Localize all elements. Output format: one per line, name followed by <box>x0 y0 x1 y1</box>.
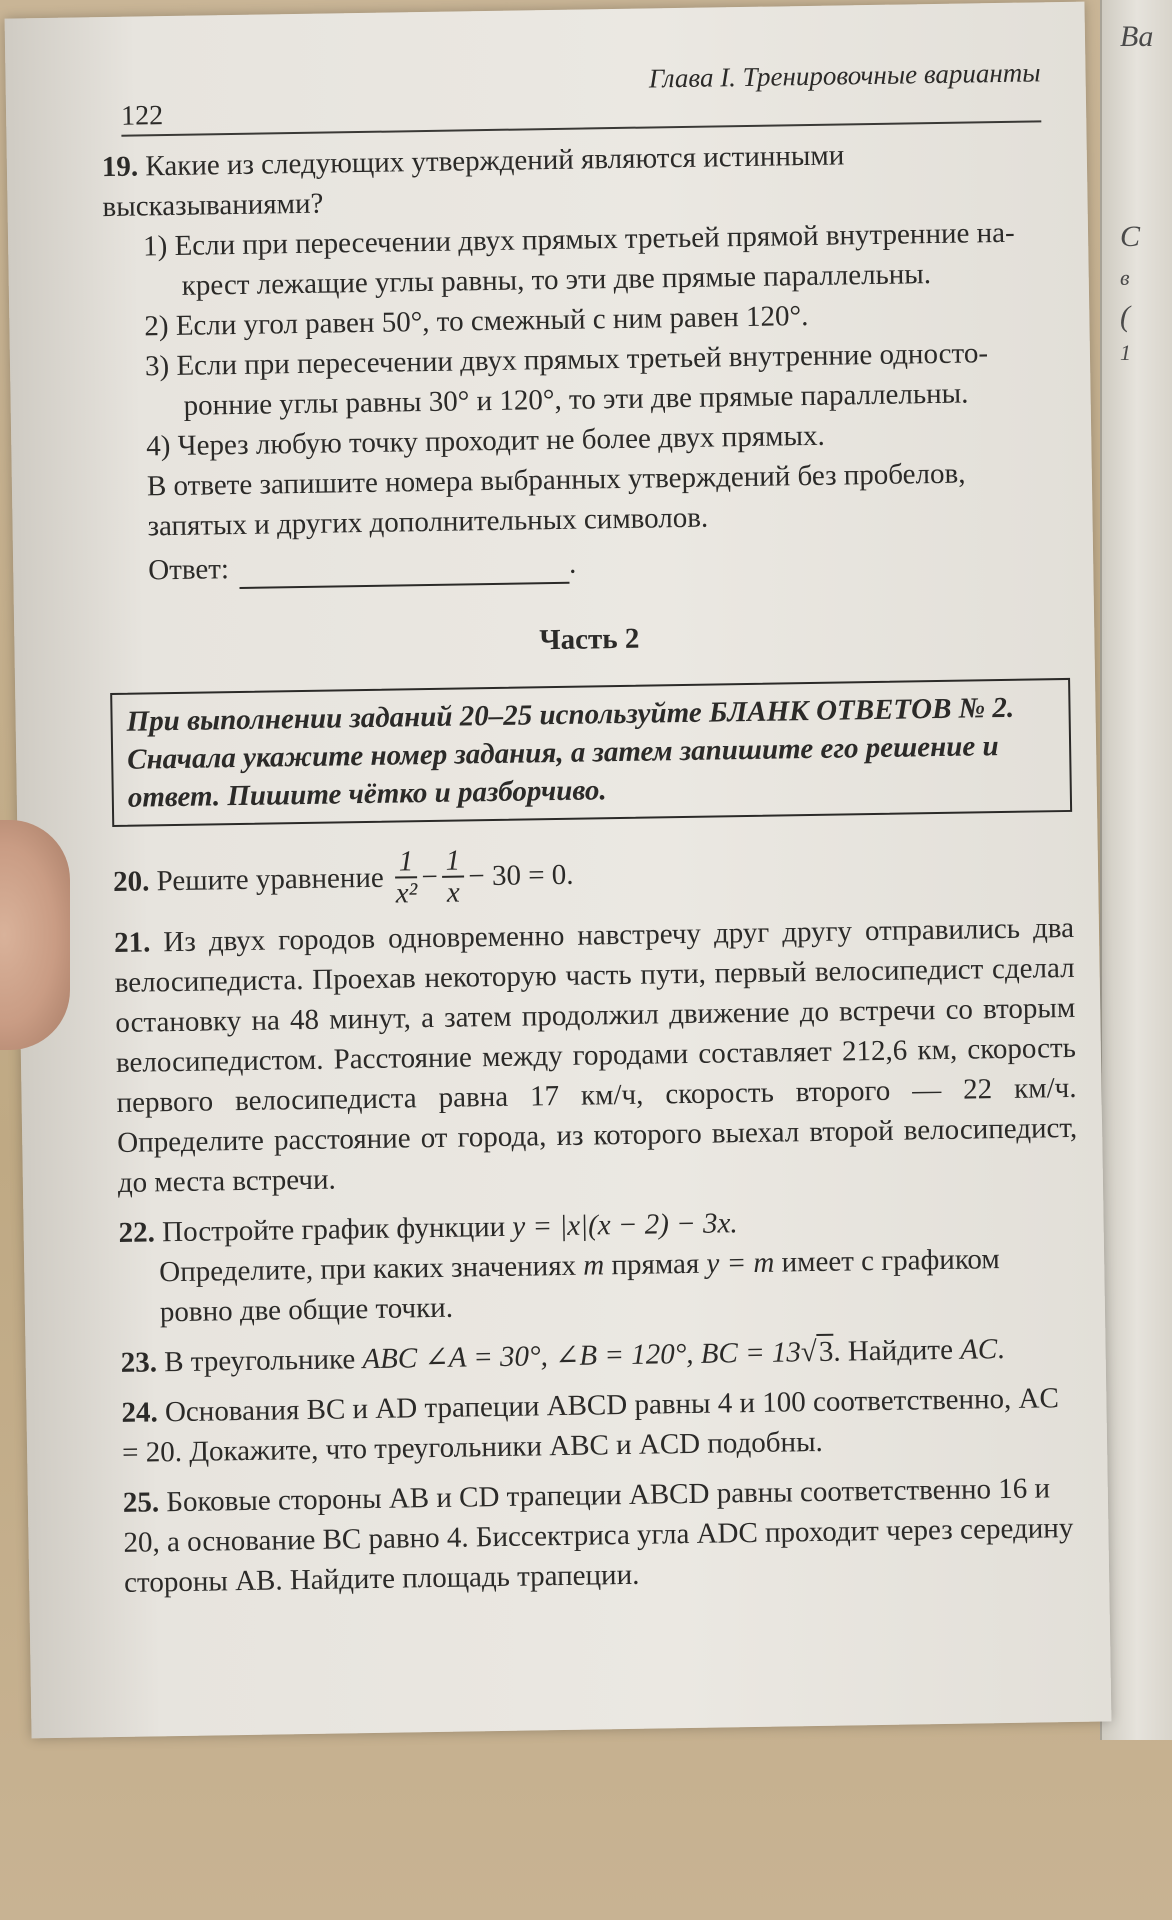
next-page-fragment: в <box>1120 265 1130 290</box>
statement-2: 2) Если угол равен 50°, то смежный с ним равен 120°. <box>144 300 809 343</box>
instruction-text: В ответе запишите номера выбранных утверждений без пробелов, запятых и других дополнительных символов. <box>146 457 966 543</box>
statement-1: 1) Если при пересечении двух прямых третьей прямой внутренние на- крест лежащие углы равны, то эти две прямые параллельны. <box>142 216 1015 302</box>
task-number: 21. <box>113 926 151 959</box>
task-number: 24. <box>121 1396 158 1429</box>
task-text: Какие из следующих утверждений являются истинными высказываниями? <box>102 139 845 224</box>
next-page-fragment: Ва <box>1120 20 1154 53</box>
task-number: 23. <box>120 1346 158 1379</box>
formula: y = m <box>706 1246 775 1280</box>
task-number: 25. <box>122 1486 160 1519</box>
answer-label: Ответ: <box>147 553 230 587</box>
next-page-fragment: ( <box>1120 300 1130 333</box>
task-text: Решите уравнение <box>156 861 384 898</box>
part-2-title: Часть 2 <box>539 622 640 657</box>
part-2-notice: При выполнении заданий 20–25 используйте БЛАНК ОТВЕТОВ № 2. Сначала укажите номер задания, а затем запишите его решение и ответ. Пишите чётко и разборчиво. <box>110 678 1072 827</box>
formula: ABC ∠A = 30°, ∠B = 120°, BC = 13 <box>362 1336 802 1376</box>
running-head <box>100 42 1061 132</box>
task-number: 19. <box>101 150 139 184</box>
statement-4: 4) Через любую точку проходит не более двух прямых. <box>146 419 825 463</box>
thumb <box>0 820 70 1050</box>
page-number: 122 <box>120 100 164 132</box>
book-page <box>5 2 1112 1739</box>
page-content <box>100 42 1084 1603</box>
next-page-fragment: С <box>1120 220 1141 253</box>
task-25 <box>123 1468 1085 1603</box>
next-page-edge <box>1100 0 1172 1740</box>
answer-blank[interactable] <box>239 552 569 589</box>
task-22: 22. Постройте график функции y = |x|(x − 2) − 3x. Определите, при каких значениях m прямая y = m имеет с графиком ровно две общие точки. <box>118 1207 1000 1329</box>
task-19 <box>102 132 1069 591</box>
answer-line: Ответ: . <box>108 536 1069 591</box>
task-21 <box>114 908 1078 1203</box>
chapter-title: Глава I. Тренировочные варианты <box>648 57 1041 94</box>
fraction: $\frac{1}{\text{x²}}$ <box>395 845 418 910</box>
task-24 <box>121 1378 1082 1473</box>
task-text: Основания BC и AD трапеции ABCD равны 4 и 100 соответственно, AC = 20. Докажите, что треугольники ABC и ACD подобны. <box>121 1382 1060 1469</box>
task-number: 22. <box>118 1216 156 1249</box>
task-number: 20. <box>112 865 150 898</box>
next-page-fragment: 1 <box>1120 340 1131 365</box>
formula: y = |x|(x − 2) − 3x. <box>512 1207 738 1243</box>
task-text: Из двух городов одновременно навстречу друг другу отправились два велосипедиста. Проехав некоторую часть пути, первый велосипедист сделал остановку на 48 минут, а затем продолжил движение до встречи со вторым велосипедистом. Расстояние между городами составляет 212,6 км, скорость первого велосипедиста равна 17 км/ч, скорость второго — 22 км/ч. Определите расстояние от города, из которого выехал второй велосипедист, до места встречи. <box>114 911 1078 1199</box>
fraction: $\frac{1}{x}$ <box>441 845 464 907</box>
statement-3: 3) Если при пересечении двух прямых третьей внутренние односто- ронние углы равны 30° и 120°, то эти две прямые параллельны. <box>144 337 989 422</box>
task-23: 23. В треугольнике ABC ∠A = 30°, ∠B = 120°, BC = 13√3. Найдите AC. <box>120 1333 1005 1379</box>
task-text: Боковые стороны AB и CD трапеции ABCD равны соответственно 16 и 20, а основание BC равно 4. Биссектриса угла ADC проходит через середину стороны AB. Найдите площадь трапеции. <box>123 1472 1074 1599</box>
task-20: 20. Решите уравнение $\frac{1}{\text{x²}}$ − $\frac{1}{x}$ − 30 = 0. <box>112 844 574 910</box>
